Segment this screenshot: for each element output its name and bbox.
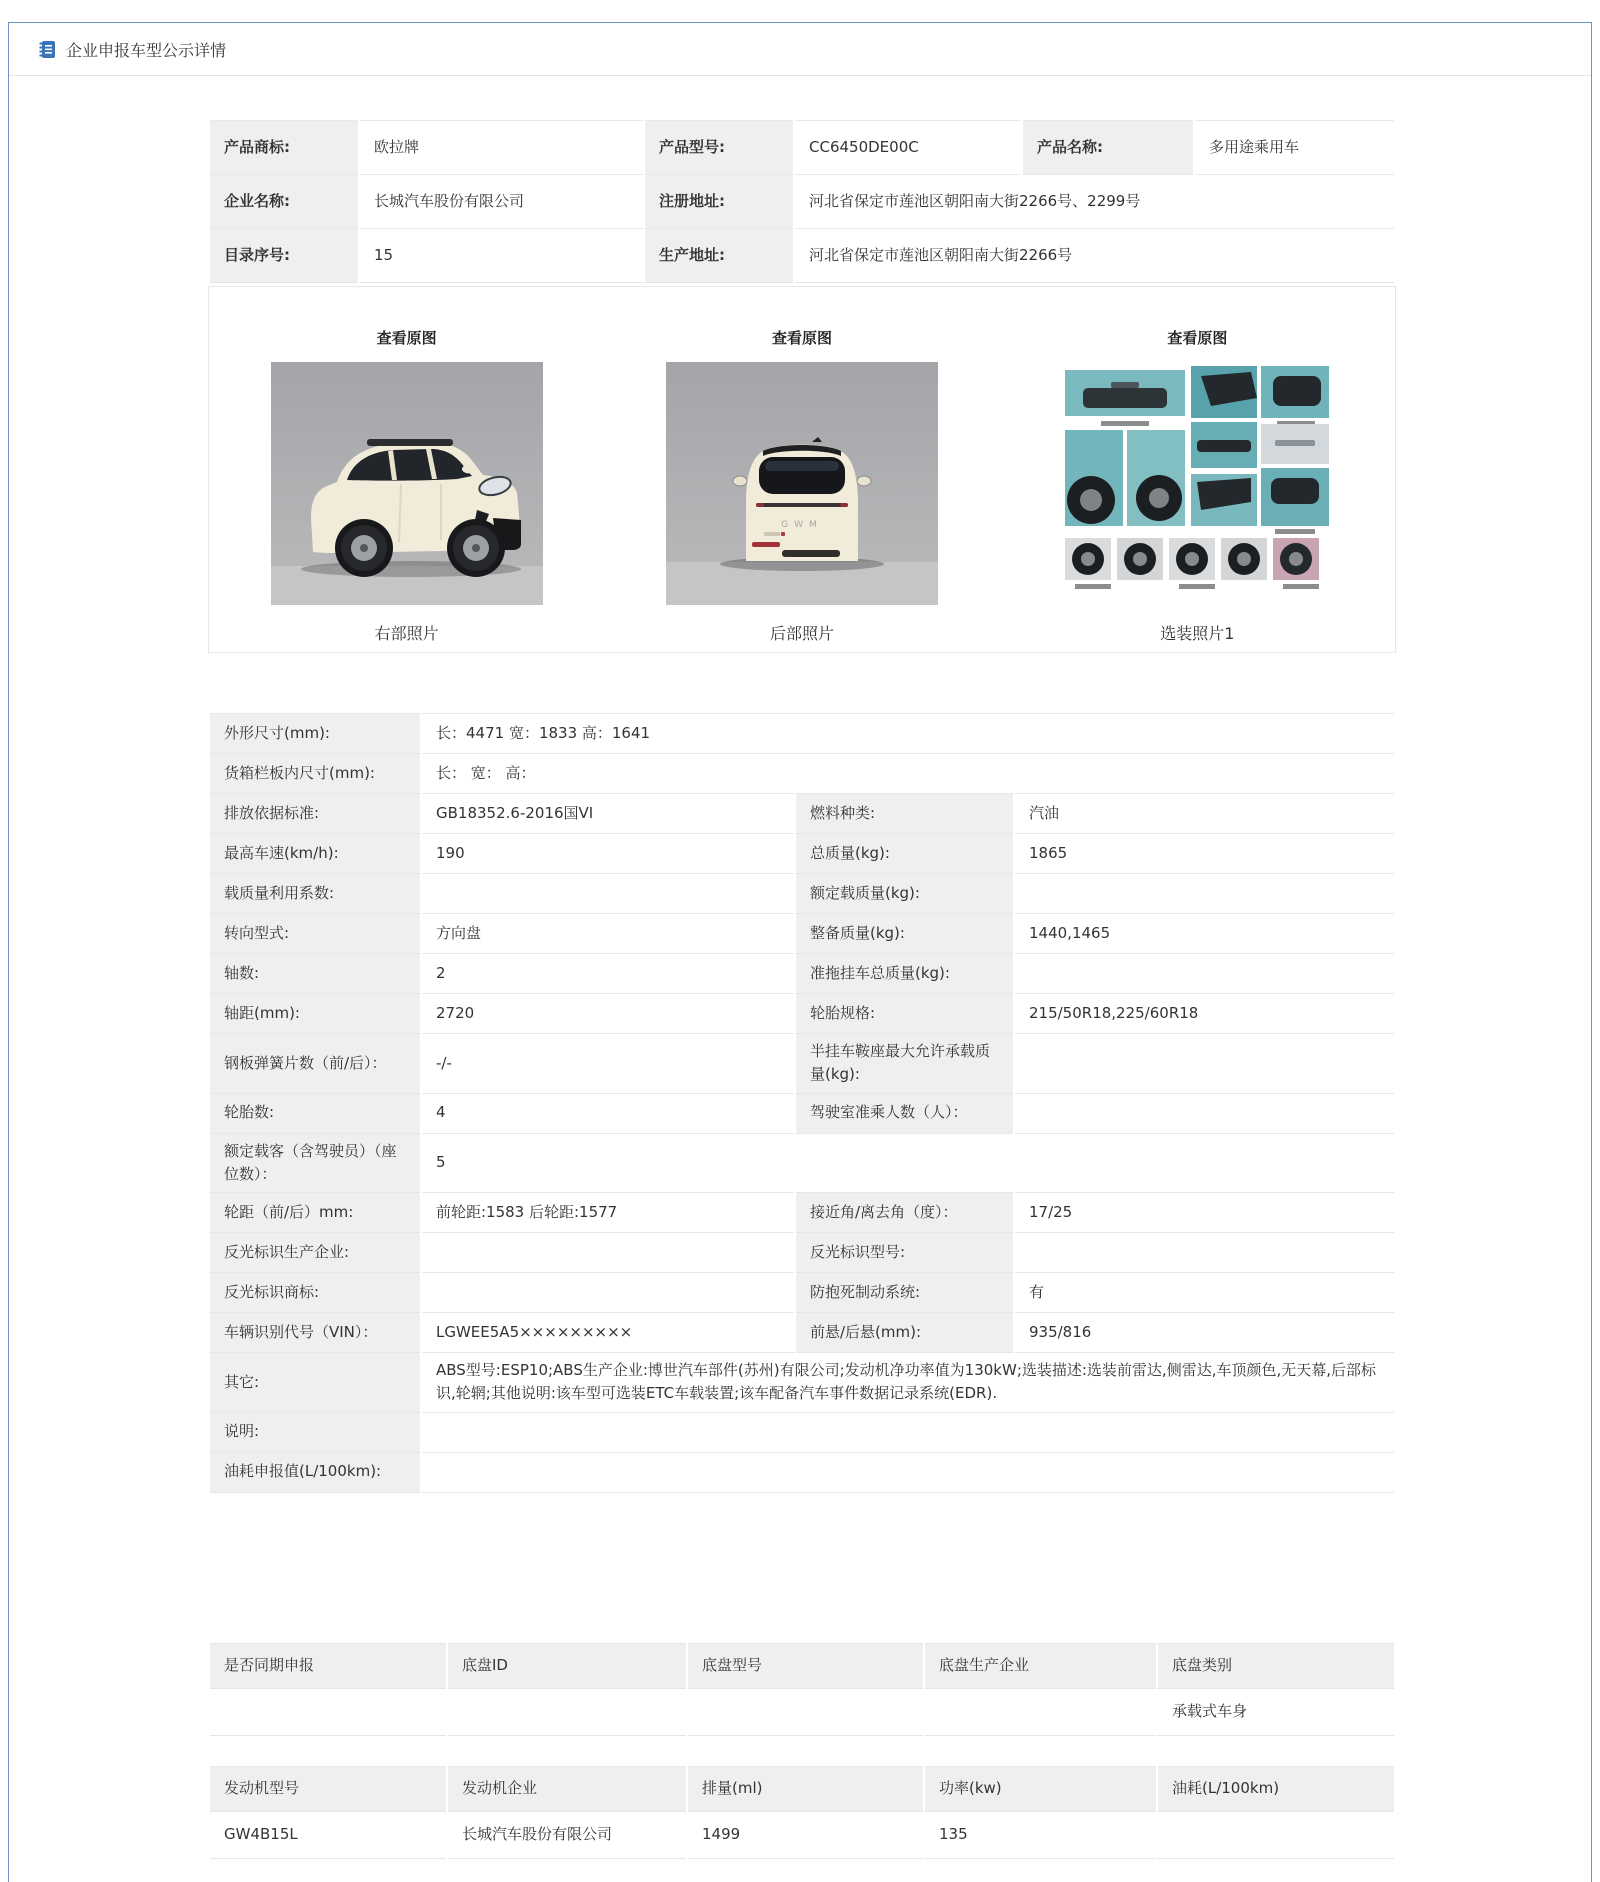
- chassis-table: [208, 1643, 1396, 1736]
- field-value: 长： 宽： 高：: [421, 754, 1395, 794]
- field-label: 额定载客（含驾驶员）（座位数）：: [209, 1133, 421, 1193]
- column-header: 底盘类别: [1157, 1643, 1395, 1688]
- field-value: [1014, 874, 1395, 914]
- field-label: 最高车速(km/h):: [209, 834, 421, 874]
- field-label: 燃料种类:: [795, 794, 1014, 834]
- field-value: -/-: [421, 1034, 795, 1094]
- field-label: 油耗申报值(L/100km):: [209, 1452, 421, 1492]
- field-label: 产品名称:: [1022, 121, 1194, 175]
- field-value: 多用途乘用车: [1194, 121, 1395, 175]
- field-label: 产品型号:: [644, 121, 794, 175]
- field-label: 反光标识商标:: [209, 1273, 421, 1313]
- table-row: [209, 1093, 1395, 1133]
- field-label: 其它:: [209, 1353, 421, 1413]
- field-label: 排放依据标准:: [209, 794, 421, 834]
- header-row: [209, 1643, 1395, 1688]
- table-row: [209, 1034, 1395, 1094]
- field-value: 17/25: [1014, 1193, 1395, 1233]
- table-row: [209, 1233, 1395, 1273]
- photo-column-rear-view: [604, 287, 999, 652]
- field-label: 整备质量(kg):: [795, 914, 1014, 954]
- field-value: 河北省保定市莲池区朝阳南大街2266号、2299号: [794, 175, 1395, 229]
- table-row: [209, 1353, 1395, 1413]
- field-label: 生产地址:: [644, 229, 794, 283]
- field-label: 轴距(mm):: [209, 994, 421, 1034]
- field-label: 轮距（前/后）mm:: [209, 1193, 421, 1233]
- field-value: 前轮距:1583 后轮距:1577: [421, 1193, 795, 1233]
- field-label: 轮胎规格:: [795, 994, 1014, 1034]
- field-label: 外形尺寸(mm):: [209, 714, 421, 754]
- table-row: [209, 994, 1395, 1034]
- column-header: 油耗(L/100km): [1157, 1766, 1395, 1811]
- field-value: LGWEE5A5×××××××××: [421, 1313, 795, 1353]
- field-value: [1014, 1233, 1395, 1273]
- field-value: 有: [1014, 1273, 1395, 1313]
- field-value: 欧拉牌: [359, 121, 644, 175]
- field-value: [1014, 1093, 1395, 1133]
- photo-caption: 选装照片1: [1160, 624, 1235, 643]
- field-label: 目录序号:: [209, 229, 359, 283]
- field-value: [421, 874, 795, 914]
- cell-value: [447, 1688, 687, 1735]
- engine-table: [208, 1766, 1396, 1859]
- page-title: 企业申报车型公示详情: [66, 40, 227, 60]
- table-row: [209, 1688, 1395, 1735]
- vehicle-photos-section: [208, 286, 1396, 653]
- field-value: [421, 1452, 1395, 1492]
- option-collage-photo[interactable]: [1061, 362, 1333, 605]
- table-row: [209, 1811, 1395, 1858]
- table-row: [209, 175, 1395, 229]
- field-label: 轴数:: [209, 954, 421, 994]
- photo-column-options: [1000, 287, 1395, 652]
- table-row: [209, 1133, 1395, 1193]
- cell-value: [687, 1688, 924, 1735]
- field-value: 4: [421, 1093, 795, 1133]
- field-value: [1014, 1034, 1395, 1094]
- photo-column-right-view: [209, 287, 604, 652]
- cell-value: 承载式车身: [1157, 1688, 1395, 1735]
- field-value: 方向盘: [421, 914, 795, 954]
- column-header: 排量(ml): [687, 1766, 924, 1811]
- field-value: GB18352.6-2016国VI: [421, 794, 795, 834]
- table-row: [209, 914, 1395, 954]
- field-value: CC6450DE00C: [794, 121, 1022, 175]
- table-row: [209, 1313, 1395, 1353]
- field-value: 汽油: [1014, 794, 1395, 834]
- spec-table: [208, 713, 1396, 1493]
- field-value: 河北省保定市莲池区朝阳南大街2266号: [794, 229, 1395, 283]
- field-label: 半挂车鞍座最大允许承载质量(kg):: [795, 1034, 1014, 1094]
- field-value: 2720: [421, 994, 795, 1034]
- table-row: [209, 874, 1395, 914]
- field-value: 935/816: [1014, 1313, 1395, 1353]
- table-row: [209, 794, 1395, 834]
- cell-value: 135: [924, 1811, 1157, 1858]
- document-icon: [39, 40, 56, 59]
- field-label: 钢板弹簧片数（前/后）：: [209, 1034, 421, 1094]
- field-value: 长：4471 宽：1833 高：1641: [421, 714, 1395, 754]
- field-value: 长城汽车股份有限公司: [359, 175, 644, 229]
- page-header: [9, 23, 1591, 76]
- field-label: 接近角/离去角（度）：: [795, 1193, 1014, 1233]
- field-value: 15: [359, 229, 644, 283]
- field-label: 前悬/后悬(mm):: [795, 1313, 1014, 1353]
- cell-value: [209, 1688, 447, 1735]
- field-label: 注册地址:: [644, 175, 794, 229]
- table-row: [209, 1193, 1395, 1233]
- field-value: 1865: [1014, 834, 1395, 874]
- main-content: [208, 120, 1396, 1859]
- basic-info-table: [208, 120, 1396, 283]
- field-value: 190: [421, 834, 795, 874]
- field-label: 说明:: [209, 1412, 421, 1452]
- header-row: [209, 1766, 1395, 1811]
- table-row: [209, 834, 1395, 874]
- field-label: 载质量利用系数:: [209, 874, 421, 914]
- field-label: 产品商标:: [209, 121, 359, 175]
- table-row: [209, 1273, 1395, 1313]
- svg-text:GWM: GWM: [781, 520, 823, 530]
- field-label: 总质量(kg):: [795, 834, 1014, 874]
- column-header: 是否同期申报: [209, 1643, 447, 1688]
- table-row: [209, 754, 1395, 794]
- table-row: [209, 121, 1395, 175]
- cell-value: 1499: [687, 1811, 924, 1858]
- field-label: 驾驶室准乘人数（人）：: [795, 1093, 1014, 1133]
- cell-value: GW4B15L: [209, 1811, 447, 1858]
- field-label: 额定载质量(kg):: [795, 874, 1014, 914]
- field-value: [421, 1233, 795, 1273]
- field-value: [421, 1412, 1395, 1452]
- field-label: 反光标识生产企业:: [209, 1233, 421, 1273]
- field-value: 5: [421, 1133, 1395, 1193]
- cell-value: [924, 1688, 1157, 1735]
- column-header: 底盘生产企业: [924, 1643, 1157, 1688]
- field-value: 215/50R18,225/60R18: [1014, 994, 1395, 1034]
- table-row: [209, 1452, 1395, 1492]
- field-label: 转向型式:: [209, 914, 421, 954]
- cell-value: [1157, 1811, 1395, 1858]
- field-value: 1440,1465: [1014, 914, 1395, 954]
- field-label: 轮胎数:: [209, 1093, 421, 1133]
- view-original-link[interactable]: 查看原图: [376, 329, 437, 347]
- view-original-link[interactable]: 查看原图: [771, 329, 832, 347]
- table-row: [209, 1412, 1395, 1452]
- field-label: 防抱死制动系统:: [795, 1273, 1014, 1313]
- car-side-photo[interactable]: [271, 362, 543, 605]
- field-label: 货箱栏板内尺寸(mm):: [209, 754, 421, 794]
- field-value: [1014, 954, 1395, 994]
- view-original-link[interactable]: 查看原图: [1167, 329, 1228, 347]
- field-value: [421, 1273, 795, 1313]
- field-label: 车辆识别代号（VIN）：: [209, 1313, 421, 1353]
- cell-value: 长城汽车股份有限公司: [447, 1811, 687, 1858]
- table-row: [209, 229, 1395, 283]
- car-rear-photo[interactable]: [666, 362, 938, 605]
- field-value: 2: [421, 954, 795, 994]
- field-label: 企业名称:: [209, 175, 359, 229]
- table-row: [209, 954, 1395, 994]
- photo-caption: 后部照片: [769, 624, 834, 643]
- column-header: 功率(kw): [924, 1766, 1157, 1811]
- column-header: 发动机型号: [209, 1766, 447, 1811]
- page-frame: [8, 22, 1592, 1882]
- field-label: 反光标识型号:: [795, 1233, 1014, 1273]
- column-header: 发动机企业: [447, 1766, 687, 1811]
- column-header: 底盘型号: [687, 1643, 924, 1688]
- table-row: [209, 714, 1395, 754]
- field-value: ABS型号:ESP10;ABS生产企业:博世汽车部件(苏州)有限公司;发动机净功率值为130kW;选装描述:选装前雷达,侧雷达,车顶颜色,无天幕,后部标识,轮辋;其他说明:该车型可选装ETC车载装置;该车配备汽车事件数据记录系统(EDR).: [421, 1353, 1395, 1413]
- photo-caption: 右部照片: [374, 624, 439, 643]
- column-header: 底盘ID: [447, 1643, 687, 1688]
- field-label: 准拖挂车总质量(kg):: [795, 954, 1014, 994]
